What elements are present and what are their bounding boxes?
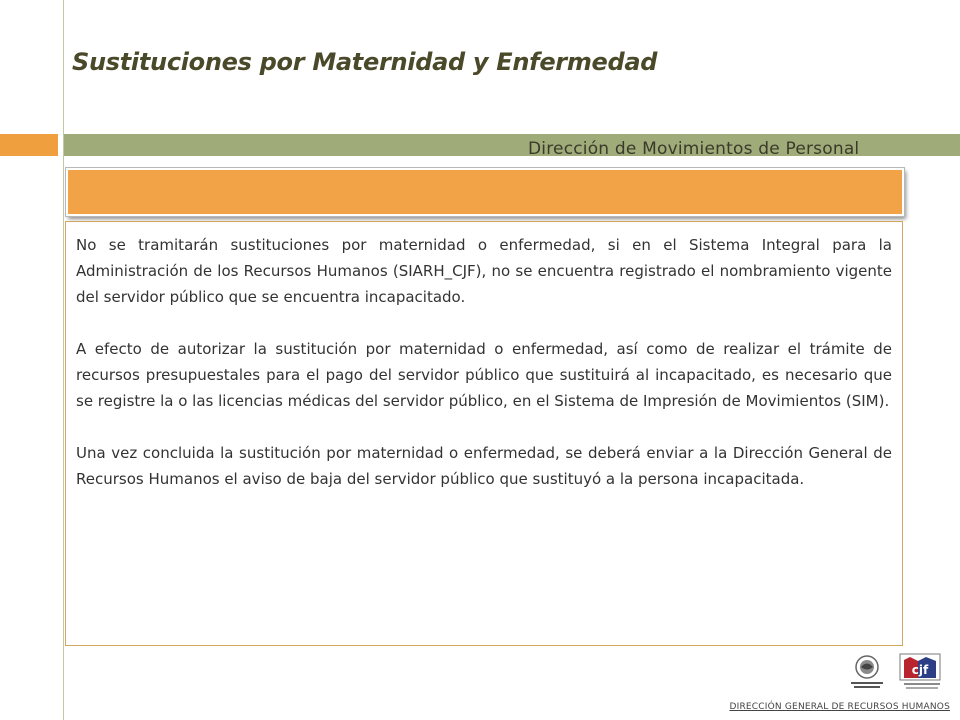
svg-text:cjf: cjf <box>911 663 929 677</box>
logo-icons <box>846 652 952 700</box>
paragraph-3: Una vez concluida la sustitución por maternidad o enfermedad, se deberá enviar a la Dirección General de Recursos Humanos el aviso de baja del servidor público que sustituyó a la persona incapacitada. <box>76 444 892 488</box>
slide-title: Sustituciones por Maternidad y Enfermedad <box>72 48 658 76</box>
slide-subtitle: Dirección de Movimientos de Personal <box>528 139 860 159</box>
paragraph-2: A efecto de autorizar la sustitución por maternidad o enfermedad, así como de realizar el trámite de recursos presupuestales para el pago del servidor público que sustituirá al incapacitado, es necesario que se registre la o las licencias médicas del servidor público, en el Sistema de Impresión de Movimientos (SIM). <box>76 340 892 410</box>
cjf-logo-icon <box>900 654 940 689</box>
content-box <box>65 221 903 646</box>
accent-bar-orange <box>0 134 58 156</box>
footer-text: DIRECCIÓN GENERAL DE RECURSOS HUMANOS <box>729 702 950 712</box>
seal-icon <box>851 656 883 688</box>
header-banner <box>66 168 904 216</box>
paragraph-1: No se tramitarán sustituciones por maternidad o enfermedad, si en el Sistema Integral para la Administración de los Recursos Humanos (SIARH_CJF), no se encuentra registrado el nombramiento vigente del servidor público que se encuentra incapacitado. <box>76 236 892 306</box>
vertical-rule <box>63 0 64 720</box>
footer-logos <box>846 652 952 700</box>
